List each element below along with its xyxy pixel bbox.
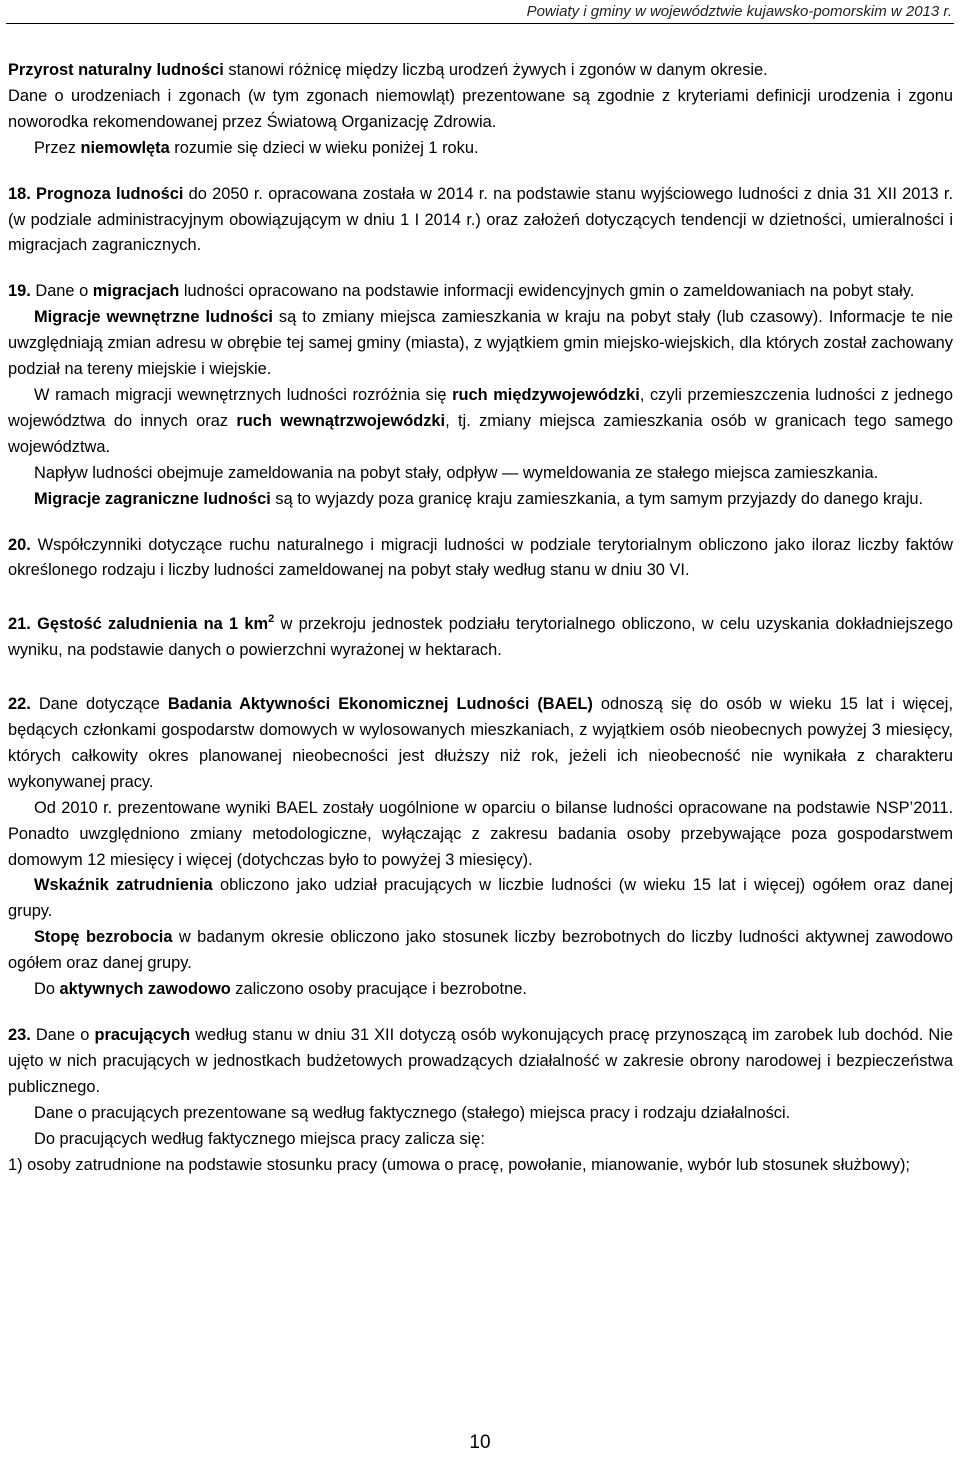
paragraph-naplyw: Napływ ludności obejmuje zameldowania na pobyt stały, odpływ — wymeldowania ze stałego miejsca zamieszkania. — [34, 463, 879, 482]
document-body — [8, 58, 953, 1178]
paragraph-zalicza: Do pracujących według faktycznego miejsca pracy zalicza się: — [34, 1129, 485, 1148]
paragraph-dane-urodzenia: Dane o urodzeniach i zgonach (w tym zgonach niemowląt) prezentowane są zgodnie z kryteriami definicji urodzenia i zgonu noworodka rekomendowanej przez Światową Organizację Zdrowia. — [8, 86, 953, 131]
superscript-2: 2 — [268, 613, 275, 626]
section-number-20: 20. — [8, 535, 31, 554]
section-19: 19. Dane o migracjach ludności opracowano na podstawie informacji ewidencyjnych gmin o zameldowaniach na pobyt stały. — [8, 282, 915, 301]
term-stopa-bezrobocia: Stopę bezrobocia — [34, 928, 173, 947]
paragraph-niemowleta: Przez niemowlęta rozumie się dzieci w wieku poniżej 1 roku. — [34, 138, 479, 157]
term-ruch-miedzywojewodzki: ruch międzywojewódzki — [452, 385, 640, 404]
term-migracjach: migracjach — [92, 282, 180, 301]
section-number-22: 22. — [8, 695, 31, 714]
term-prognoza: Prognoza ludności — [30, 184, 184, 203]
paragraph-migracje-wewnetrzne: Migracje wewnętrzne ludności są to zmiany miejsca zamieszkania w kraju na pobyt stały (lub czasowy). Informacje te nie uwzględniają zmian adresu w obrębie tej samej gminy (miasta), z wyjątkiem gmin miejsko-wiejskich, dla których został zachowany podział na tereny miejskie i wiejskie. — [8, 308, 953, 379]
section-number-18: 18. — [8, 184, 31, 203]
header-rule — [6, 23, 954, 24]
paragraph-aktywni: Do aktywnych zawodowo zaliczono osoby pracujące i bezrobotne. — [34, 980, 527, 999]
paragraph-faktyczne: Dane o pracujących prezentowane są według faktycznego (stałego) miejsca pracy i rodzaju działalności. — [34, 1103, 791, 1122]
section-21: 21. Gęstość zaludnienia na 1 $km^2$ w przekroju jednostek podziału terytorialnego obliczono, w celu uzyskania dokładniejszego wyniku, na podstawie danych o powierzchni wyrażonej w hektarach. — [8, 613, 953, 660]
section-number-19: 19. — [8, 282, 31, 301]
section-22: 22. Dane dotyczące Badania Aktywności Ekonomicznej Ludności (BAEL) odnoszą się do osób w wieku 15 lat i więcej, będących członkami gospodarstw domowych w wylosowanych mieszkaniach, z wyjątkiem osób nieobecnych powyżej 3 miesięcy, których całkowity okres planowanej nieobecności jest dłuższy niż rok, jeżeli ich nieobecność nie wynikała z charakteru wykonywanej pracy. — [8, 695, 953, 791]
section-number-23: 23. — [8, 1026, 31, 1044]
paragraph-stopa-bezrobocia: Stopę bezrobocia w badanym okresie obliczono jako stosunek liczby bezrobotnych do liczby ludności aktywnej zawodowo ogółem oraz danej grupy. — [8, 928, 954, 973]
section-23: 23. Dane o pracujących według stanu w dniu 31 XII dotyczą osób wykonujących pracę przynoszącą im zarobek lub dochód. Nie ujęto w nich pracujących w jednostkach budżetowych prowadzących działalność w zakresie obrony narodowej i bezpieczeństwa publicznego. — [8, 1026, 953, 1096]
term-ruch-wewnatrzwojewodzki: ruch wewnątrzwojewódzki — [236, 411, 446, 430]
term-migracje-zagraniczne: Migracje zagraniczne ludności — [34, 489, 271, 508]
term-migracje-wewnetrzne: Migracje wewnętrzne ludności — [34, 308, 273, 327]
term-pracujacych: pracujących — [94, 1026, 191, 1044]
term-przyrost: Przyrost naturalny ludności — [8, 61, 224, 79]
header-title: Powiaty i gminy w województwie kujawsko-pomorskim w 2013 r. — [526, 3, 952, 20]
section-number-21: 21. — [8, 615, 31, 634]
paragraph-w-ramach: W ramach migracji wewnętrznych ludności rozróżnia się ruch międzywojewódzki, czyli przemieszczenia ludności z jednego województwa do innych oraz ruch wewnątrzwojewódzki, tj. zmiany miejsca zamieszkania osób w granicach tego samego województwa. — [8, 385, 953, 456]
term-gestosc: Gęstość zaludnienia na 1 km — [30, 615, 269, 634]
paragraph-wskaznik: Wskaźnik zatrudnienia obliczono jako udział pracujących w liczbie ludności (w wieku 15 lat i więcej) ogółem oraz danej grupy. — [8, 876, 953, 921]
section-18: 18. Prognoza ludności do 2050 r. opracowana została w 2014 r. na podstawie stanu wyjściowego ludności z dnia 31 XII 2013 r. (w podziale administracyjnym obowiązującym w dniu 1 I 2014 r.) oraz założeń dotyczących tendencji w dzietności, umieralności i migracjach zagranicznych. — [8, 184, 953, 255]
paragraph-migracje-zagraniczne: Migracje zagraniczne ludności są to wyjazdy poza granicę kraju zamieszkania, a tym samym przyjazdy do danego kraju. — [34, 489, 924, 508]
paragraph-przyrost: Przyrost naturalny ludności stanowi różnicę między liczbą urodzeń żywych i zgonów w danym okresie. — [8, 61, 768, 79]
term-aktywni: aktywnych zawodowo — [59, 980, 231, 999]
term-wskaznik: Wskaźnik zatrudnienia — [34, 876, 213, 895]
section-20: 20. Współczynniki dotyczące ruchu naturalnego i migracji ludności w podziale terytorialnym obliczono jako iloraz liczby faktów określonego rodzaju i liczby ludności zameldowanej na pobyt stały według stanu w dniu 30 VI. — [8, 535, 953, 580]
term-niemowleta: niemowlęta — [80, 138, 170, 157]
term-bael: Badania Aktywności Ekonomicznej Ludności (BAEL) — [167, 695, 593, 714]
list-item: 1) osoby zatrudnione na podstawie stosunku pracy (umowa o pracę, powołanie, mianowanie, wybór lub stosunek służbowy); — [8, 1155, 910, 1174]
paragraph-od-2010: Od 2010 r. prezentowane wyniki BAEL zostały uogólnione w oparciu o bilanse ludności opracowane na podstawie NSP’2011. Ponadto uwzględniono zmiany metodologiczne, wyłączając z zakresu badania osoby przebywające poza gospodarstwem domowym 12 miesięcy i więcej (dotychczas było to powyżej 3 miesięcy). — [8, 798, 953, 869]
page-number: 10 — [469, 1432, 491, 1453]
page-header — [0, 0, 960, 24]
